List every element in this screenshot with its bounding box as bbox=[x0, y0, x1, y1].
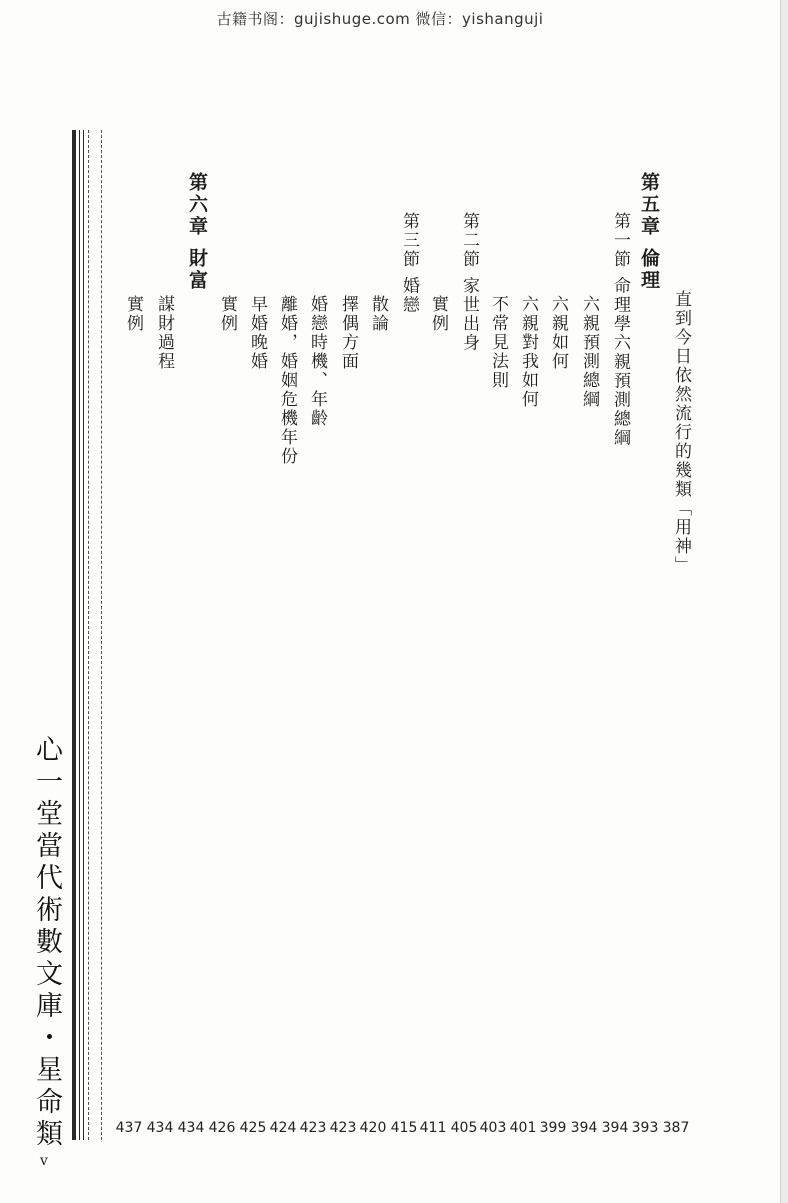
toc-page-number: 393 bbox=[631, 1120, 659, 1136]
toc-chapter-6: 第六章 財富 bbox=[186, 172, 208, 292]
toc-page-number: 434 bbox=[146, 1120, 174, 1136]
toc-chapter-5: 第五章 倫理 bbox=[638, 172, 660, 292]
toc-page-number: 423 bbox=[329, 1120, 357, 1136]
toc-page-number: 401 bbox=[509, 1120, 537, 1136]
toc-page-number: 415 bbox=[390, 1120, 418, 1136]
page-number-roman: v bbox=[40, 1153, 48, 1169]
toc-item: 謀財過程 bbox=[154, 295, 174, 371]
toc-page-number: 394 bbox=[601, 1120, 629, 1136]
toc-page-number: 425 bbox=[239, 1120, 267, 1136]
toc-item: 實例 bbox=[217, 295, 237, 333]
toc-page-number: 387 bbox=[662, 1120, 690, 1136]
watermark-text: 古籍书阁：gujishuge.com 微信：yishanguji bbox=[216, 10, 544, 28]
toc-item: 六親對我如何 bbox=[518, 295, 538, 409]
toc-page-number: 434 bbox=[177, 1120, 205, 1136]
toc-page-number: 423 bbox=[299, 1120, 327, 1136]
toc-page-number: 411 bbox=[419, 1120, 447, 1136]
toc-item: 不常見法則 bbox=[488, 295, 508, 390]
toc-page-number: 437 bbox=[115, 1120, 143, 1136]
toc-page-number: 405 bbox=[450, 1120, 478, 1136]
toc-page-number: 399 bbox=[539, 1120, 567, 1136]
toc-page-number: 420 bbox=[359, 1120, 387, 1136]
toc-item: 實例 bbox=[123, 295, 143, 333]
toc-item: 六親如何 bbox=[548, 295, 568, 371]
toc-section-5-3: 第三節 婚戀 bbox=[399, 212, 419, 315]
toc-section-5-2: 第二節 家世出身 bbox=[459, 212, 479, 353]
toc-page-number: 403 bbox=[479, 1120, 507, 1136]
toc-item: 六親預測總綱 bbox=[579, 295, 599, 409]
toc-page-number: 394 bbox=[570, 1120, 598, 1136]
toc-item: 離婚，婚姻危機年份 bbox=[277, 295, 297, 466]
toc-section-5-1: 第一節 命理學六親預測總綱 bbox=[610, 212, 630, 448]
toc-item: 婚戀時機、年齡 bbox=[307, 295, 327, 428]
toc-page-number: 424 bbox=[269, 1120, 297, 1136]
toc-page-number: 426 bbox=[208, 1120, 236, 1136]
toc-item: 散論 bbox=[368, 295, 388, 333]
toc-item: 擇偶方面 bbox=[338, 295, 358, 371]
toc-item: 早婚晚婚 bbox=[247, 295, 267, 371]
toc-entry-yongshen: 直到今日依然流行的幾類「用神」 bbox=[671, 290, 691, 575]
toc-item: 實例 bbox=[428, 295, 448, 333]
series-title: 心一堂當代術數文庫・星命類 bbox=[31, 735, 62, 1151]
